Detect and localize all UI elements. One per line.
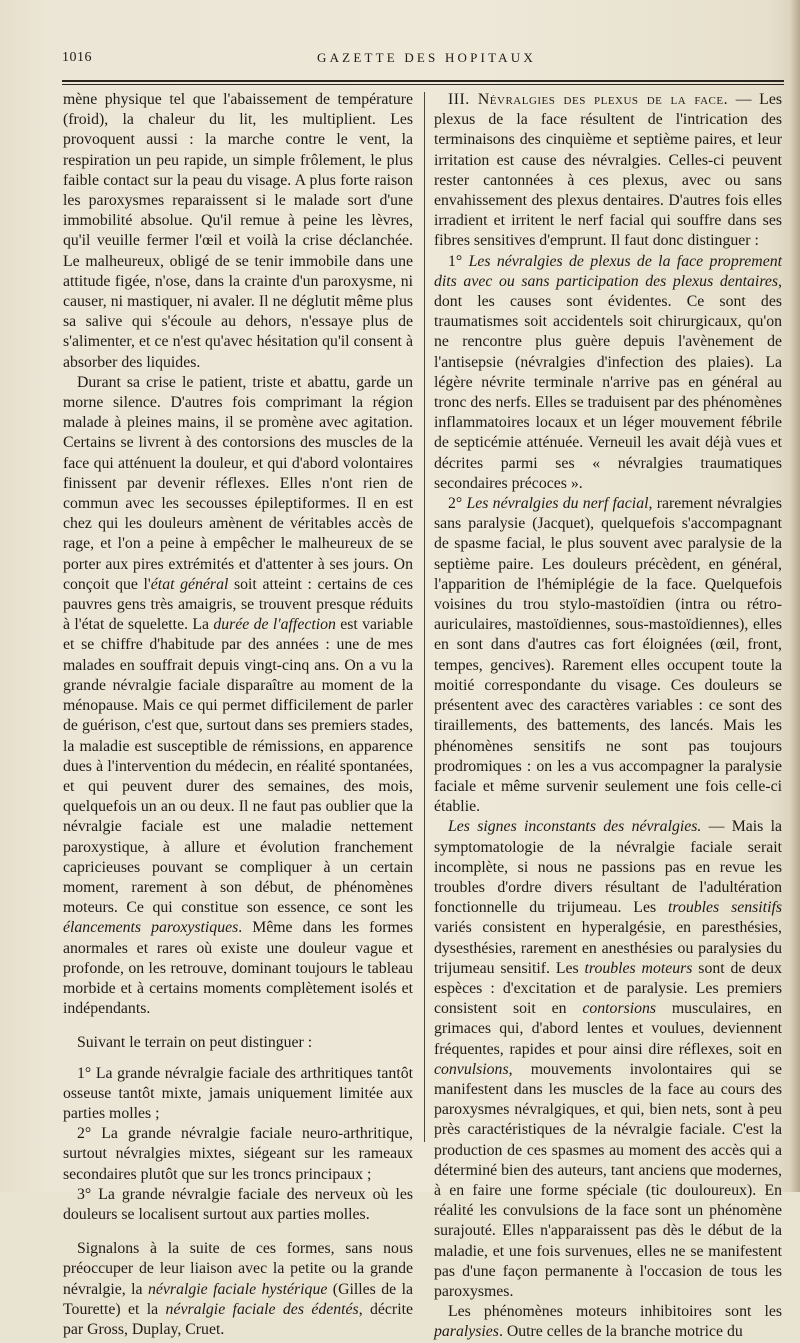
italic-term: durée de l'affection <box>213 616 336 634</box>
header-rule-thin <box>62 84 784 85</box>
italic-term: état général <box>150 575 229 593</box>
italic-term: Les névralgies du nerf facial, <box>466 495 653 513</box>
italic-term: troubles sensitifs <box>668 899 782 917</box>
list-item: 1° Les névralgies de plexus de la face proprement dits avec ou sans participation des plexus dentaires, dont les causes sont évidentes. Ce sont des traumatismes soit accidentels soit chirurgicaux, qu'on ne rencontre plus guère depuis l'avènement de l'antisepsie (névralgies d'infection des plaies). La légère névrite terminale n'arrive pas en général au tronc des nerfs. Elles se traduisent par des phénomènes inflammatoires locaux et un léger mouvement fébrile de septicémie atténuée. Verneuil les avait déjà vues et décrites parmi ses « névralgies traumatiques secondaires précoces ». <box>434 252 782 492</box>
italic-term: paralysies <box>434 1323 499 1341</box>
italic-term: névralgie faciale hystérique <box>148 1280 328 1298</box>
italic-term: névralgie faciale des édentés <box>165 1300 359 1318</box>
list-item: 2° La grande névralgie faciale neuro-arthritique, surtout névralgies mixtes, siégeant sur les rameaux secondaires plutôt que sur les troncs principaux ; <box>63 1125 413 1183</box>
column-divider <box>424 92 425 1142</box>
list-item: 3° La grande névralgie faciale des nerveux où les douleurs se localisent surtout aux parties molles. <box>63 1185 413 1223</box>
list-item: 2° Les névralgies du nerf facial, rarement névralgies sans paralysie (Jacquet), quelquefois s'accompagnant de spasme facial, le plus souvent avec paralysie de la septième paire. Les douleurs précèdent, en général, l'apparition de l'hémiplégie de la face. Quelquefois voisines du trou stylo-mastoïdien (intra ou rétro-auriculaires, mastoïdiennes, sous-mastoïdiennes), elles en sont dans d'autres cas fort éloignées (œil, front, tempes, gencives). Rarement elles occupent toute la moitié correspondante du visage. Ces douleurs se présentent avec des caractères variables : ce sont des tiraillements, des battements, des lancés. Mais les phénomènes sensitifs ne sont pas toujours prodromiques : on les a vus accompagner la paralysie faciale et même survenir seulement une fois celle-ci établie. <box>434 495 782 816</box>
paragraph: Les signes inconstants des névralgies. — Mais la symptomatologie de la névralgie faciale serait incomplète, si nous ne passions pas en revue les troubles d'ordre divers résultant de l'adultération fonctionnelle du trijumeau. Les troubles sensitifs variés consistent en hyperalgésie, en paresthésies, dysesthésies, rarement en anesthésies ou paralysies du trijumeau sensitif. Les troubles moteurs sont de deux espèces : d'excitation et de paralysie. Les premiers consistent soit en contorsions musculaires, en grimaces qui, d'abord lentes et voulues, deviennent fréquentes, rapides et pour ainsi dire réflexes, soit en convulsions, mouvements involontaires qui se manifestent dans les muscles de la face au cours des paroxysmes névralgiques, et qui, bien nets, sont à peu près caractéristiques de la névralgie faciale. C'est la production de ces spasmes au moment des accès qui a déterminé bien des auteurs, tant anciens que modernes, à en faire une forme spéciale (tic douloureux). En réalité les convulsions de la face sont un phénomène surajouté. Elles n'apparaissent pas dès le début de la maladie, et une fois survenues, elles ne se manifestent pas d'une façon permanente à l'occasion de tous les paroxysmes. <box>434 818 783 1300</box>
page-number: 1016 <box>62 50 92 65</box>
section-paragraph: III. Névralgies des plexus de la face. — Les plexus de la face résultent de l'intrication des terminaisons des cinquième et septième paires, et leur irritation est cause des névralgies. Celles-ci peuvent rester cantonnées à ces plexus, avec ou sans envahissement des plexus dentaires. D'autres fois elles irradient et irritent le nerf facial qui souffre dans ses fibres sensitives d'emprunt. Il faut donc distinguer : <box>434 91 782 250</box>
paragraph: Suivant le terrain on peut distinguer : <box>77 1034 313 1052</box>
header-rule-thick <box>62 80 784 82</box>
list-item: 1° La grande névralgie faciale des arthritiques tantôt osseuse tantôt mixte, jamais uniquement limitée aux parties molles ; <box>63 1064 413 1122</box>
page-header <box>62 50 782 70</box>
italic-term: troubles moteurs <box>584 959 693 977</box>
journal-title: GAZETTE DES HOPITAUX <box>317 50 536 65</box>
paragraph: Les phénomènes moteurs inhibitoires sont les paralysies. Outre celles de la branche motrice du <box>434 1303 782 1341</box>
page-edge-shadow <box>790 0 800 1192</box>
paragraph: Signalons à la suite de ces formes, sans nous préoccuper de leur liaison avec la petite ou la grande névralgie, la névralgie faciale hystérique (Gilles de la Tourette) et la névralgie faciale des édentés, décrite par Gross, Duplay, Cruet. <box>63 1240 413 1338</box>
right-column <box>434 90 782 1343</box>
italic-term: contorsions <box>582 1000 657 1018</box>
italic-term: convulsions <box>434 1060 509 1078</box>
italic-term: élancements paroxystiques <box>63 919 239 937</box>
paragraph: mène physique tel que l'abaissement de température (froid), la chaleur du lit, les multiplient. Les provoquent aussi : la marche contre le vent, la respiration un peu rapide, un simple frôlement, le plus faible contact sur la peau du visage. A plus forte raison les paroxysmes reparaissent si le malade sort d'une immobilité absolue. Qu'il remue à peine les lèvres, qu'il veuille fermer l'œil et voilà la crise déclanchée. Le malheureux, obligé de se tenir immobile dans une attitude figée, n'ose, dans la crainte d'un paroxysme, ni causer, ni mastiquer, ni avaler. Il ne déglutit même plus sa salive qui s'écoule au dehors, n'essaye plus de s'alimenter, et ce n'est qu'avec hésitation qu'il consent à absorber des liquides. <box>63 91 413 371</box>
section-title: III. Névralgies des plexus de la face. <box>448 91 729 108</box>
italic-term: Les névralgies de plexus de la face proprement dits avec ou sans participation des plexus dentaires, <box>434 252 782 290</box>
italic-heading: Les signes inconstants des névralgies. <box>448 818 702 836</box>
left-column <box>63 90 413 1340</box>
paragraph: Durant sa crise le patient, triste et abattu, garde un morne silence. D'autres fois comprimant la région malade à pleines mains, il se promène avec agitation. Certains se livrent à des contorsions des muscles de la face qui atténuent la douleur, et qui d'abord volontaires finissent par devenir réflexes. Elles n'ont rien de commun avec les secousses épileptiformes. Il en est chez qui les douleurs amènent de véritables accès de rage, et l'on a peine à empêcher le malheureux de se porter aux pires extrémités et d'attenter à ses jours. On conçoit que l'état général soit atteint : certains de ces pauvres gens très amaigris, se trouvent presque réduits à l'état de squelette. La durée de l'affection est variable et se chiffre d'habitude par des années : une de mes malades en souffrait depuis vingt-cinq ans. On a vu la grande névralgie faciale disparaître au moment de la ménopause. Mais ce qui permet difficilement de parler de guérison, c'est que, surtout dans ses premiers stades, la maladie est susceptible de rémissions, en apparence dues à l'intervention du médecin, en réalité spontanées, et qui peuvent durer des semaines, des mois, quelquefois un an ou deux. Il ne faut pas oublier que la névralgie faciale est une maladie nettement paroxystique, à allure et évolution franchement capricieuses pouvant se compliquer à un certain moment, rarement à son début, de phénomènes moteurs. Ce qui constitue son essence, ce sont les élancements paroxystiques. Même dans les formes anormales et rares où existe une douleur vague et profonde, on les retrouve, dominant toujours le tableau morbide et à certains moments complètement isolés et indépendants. <box>63 373 413 1018</box>
